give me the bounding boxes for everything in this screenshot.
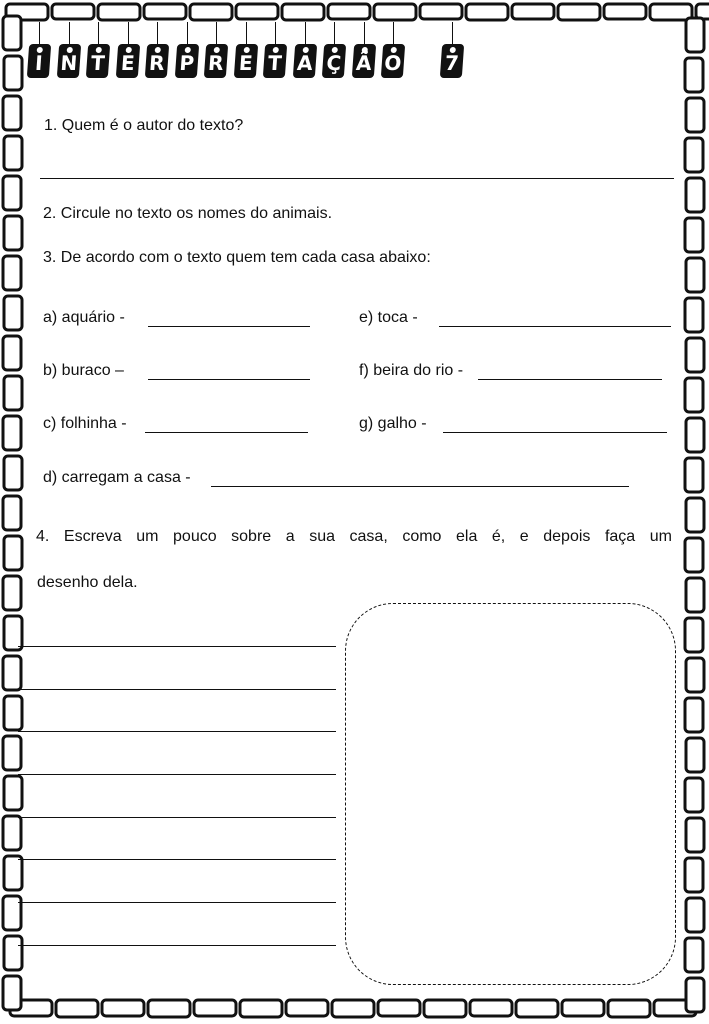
title-letter-tag <box>381 44 405 78</box>
frame-brick <box>3 576 21 610</box>
frame-brick <box>148 1000 190 1017</box>
title-letter: Ç <box>325 51 343 75</box>
frame-brick <box>3 256 21 290</box>
item-e-label: e) toca - <box>359 309 418 326</box>
frame-brick <box>685 218 703 252</box>
frame-brick <box>4 56 22 90</box>
frame-brick <box>685 618 703 652</box>
frame-brick <box>558 4 600 20</box>
frame-brick <box>4 776 22 810</box>
frame-brick <box>378 1000 420 1016</box>
title-letter-tag <box>351 44 375 78</box>
frame-brick <box>3 656 21 690</box>
writing-line[interactable] <box>18 945 336 946</box>
title-letter: T <box>90 51 106 75</box>
frame-brick <box>466 4 508 20</box>
frame-brick <box>328 4 370 19</box>
frame-brick <box>562 1000 604 1016</box>
drawing-box[interactable] <box>345 603 676 985</box>
frame-brick <box>685 58 703 92</box>
answer-line-b[interactable] <box>148 379 310 380</box>
frame-brick <box>144 4 186 19</box>
frame-brick <box>102 1000 144 1016</box>
question-4-word: sobre <box>231 528 272 545</box>
title-letter: T <box>267 51 283 75</box>
item-a-label: a) aquário - <box>43 309 125 326</box>
frame-brick <box>4 136 22 170</box>
title-letter: I <box>34 51 44 75</box>
question-4-word: 4. <box>36 528 50 545</box>
answer-line-d[interactable] <box>211 486 629 487</box>
question-4-word: pouco <box>173 528 217 545</box>
frame-brick <box>3 16 21 50</box>
frame-brick <box>685 138 703 172</box>
title-letter: E <box>237 51 254 75</box>
writing-line[interactable] <box>18 646 336 647</box>
title-letter-tag <box>440 44 464 78</box>
frame-brick <box>685 538 703 572</box>
answer-line-q1[interactable] <box>40 178 674 179</box>
title-letter-tag <box>86 44 110 78</box>
frame-brick <box>3 736 21 770</box>
frame-brick <box>686 98 704 132</box>
item-b-label: b) buraco – <box>43 362 124 379</box>
writing-line[interactable] <box>18 859 336 860</box>
frame-brick <box>470 1000 512 1016</box>
title-letter-tag <box>292 44 316 78</box>
question-4-line-2: desenho dela. <box>37 574 138 591</box>
question-4-word: e <box>519 528 529 545</box>
answer-line-g[interactable] <box>443 432 667 433</box>
frame-brick <box>686 178 704 212</box>
question-4-word: como <box>402 528 442 545</box>
title-letter: A <box>295 51 313 75</box>
answer-line-a[interactable] <box>148 326 310 327</box>
writing-line[interactable] <box>18 902 336 903</box>
frame-brick <box>4 936 22 970</box>
frame-brick <box>374 4 416 20</box>
frame-brick <box>686 898 704 932</box>
frame-brick <box>420 4 462 19</box>
frame-brick <box>685 778 703 812</box>
frame-brick <box>3 336 21 370</box>
frame-brick <box>686 498 704 532</box>
frame-brick <box>512 4 554 19</box>
frame-brick <box>4 696 22 730</box>
item-c-label: c) folhinha - <box>43 415 127 432</box>
frame-brick <box>3 816 21 850</box>
frame-brick <box>686 578 704 612</box>
frame-brick <box>3 96 21 130</box>
title-letter: O <box>383 51 403 75</box>
title-letter: R <box>207 51 225 75</box>
title-letter: P <box>178 51 195 75</box>
frame-brick <box>686 418 704 452</box>
title-letter-tag <box>174 44 198 78</box>
frame-brick <box>4 616 22 650</box>
title-letter: Ã <box>354 51 372 75</box>
question-4-word: faça <box>604 528 636 545</box>
writing-line[interactable] <box>18 731 336 732</box>
frame-brick <box>686 978 704 1012</box>
frame-brick <box>4 456 22 490</box>
title-letter: R <box>148 51 166 75</box>
answer-line-c[interactable] <box>145 432 308 433</box>
title-letter-tag <box>322 44 346 78</box>
frame-brick <box>685 298 703 332</box>
frame-brick <box>236 4 278 19</box>
question-4-word: casa, <box>349 528 388 545</box>
frame-brick <box>56 1000 98 1017</box>
question-4-word: um <box>136 528 159 545</box>
title-letter: E <box>119 51 136 75</box>
frame-brick <box>4 856 22 890</box>
frame-brick <box>686 658 704 692</box>
frame-brick <box>686 258 704 292</box>
frame-brick <box>686 818 704 852</box>
frame-brick <box>4 536 22 570</box>
writing-line[interactable] <box>18 774 336 775</box>
question-1: 1. Quem é o autor do texto? <box>44 117 244 134</box>
title-letter-tag <box>263 44 287 78</box>
title-letter-tag <box>145 44 169 78</box>
item-d-label: d) carregam a casa - <box>43 469 191 486</box>
frame-brick <box>685 458 703 492</box>
frame-brick <box>282 4 324 20</box>
frame-brick <box>240 1000 282 1017</box>
frame-brick <box>4 296 22 330</box>
question-3: 3. De acordo com o texto quem tem cada casa abaixo: <box>43 249 431 266</box>
frame-brick <box>194 1000 236 1016</box>
frame-brick <box>685 378 703 412</box>
title-letter: N <box>59 51 78 75</box>
title-letter-tag <box>115 44 139 78</box>
frame-brick <box>650 4 692 20</box>
frame-brick <box>424 1000 466 1017</box>
frame-brick <box>3 976 21 1010</box>
question-4-word: a <box>285 528 295 545</box>
question-4-word: Escreva <box>63 528 122 545</box>
frame-brick <box>190 4 232 20</box>
frame-brick <box>686 18 704 52</box>
item-g-label: g) galho - <box>359 415 427 432</box>
frame-brick <box>3 416 21 450</box>
frame-brick <box>685 858 703 892</box>
frame-brick <box>685 938 703 972</box>
answer-line-f[interactable] <box>478 379 662 380</box>
title-letter: 7 <box>444 51 460 75</box>
frame-brick <box>604 4 646 19</box>
frame-brick <box>608 1000 650 1017</box>
writing-line[interactable] <box>18 817 336 818</box>
title-letter-tag <box>56 44 80 78</box>
question-4-word: ela <box>456 528 478 545</box>
title-letter-tag <box>204 44 228 78</box>
question-4-word: é, <box>491 528 506 545</box>
question-4-word: um <box>649 528 672 545</box>
question-4-word: sua <box>309 528 335 545</box>
question-4-line-1 <box>36 528 672 546</box>
frame-brick <box>286 1000 328 1016</box>
frame-brick <box>98 4 140 20</box>
frame-brick <box>4 216 22 250</box>
frame-brick <box>52 4 94 19</box>
title-letter-tag <box>27 44 51 78</box>
question-4-word: depois <box>543 528 591 545</box>
frame-brick <box>686 338 704 372</box>
frame-brick <box>685 698 703 732</box>
frame-brick <box>332 1000 374 1017</box>
frame-brick <box>3 496 21 530</box>
title-banner <box>24 22 460 82</box>
answer-line-e[interactable] <box>439 326 671 327</box>
frame-brick <box>4 376 22 410</box>
title-letter-tag <box>233 44 257 78</box>
frame-brick <box>3 176 21 210</box>
writing-line[interactable] <box>18 689 336 690</box>
frame-brick <box>686 738 704 772</box>
question-2: 2. Circule no texto os nomes do animais. <box>43 205 333 222</box>
item-f-label: f) beira do rio - <box>359 362 464 379</box>
frame-brick <box>516 1000 558 1017</box>
